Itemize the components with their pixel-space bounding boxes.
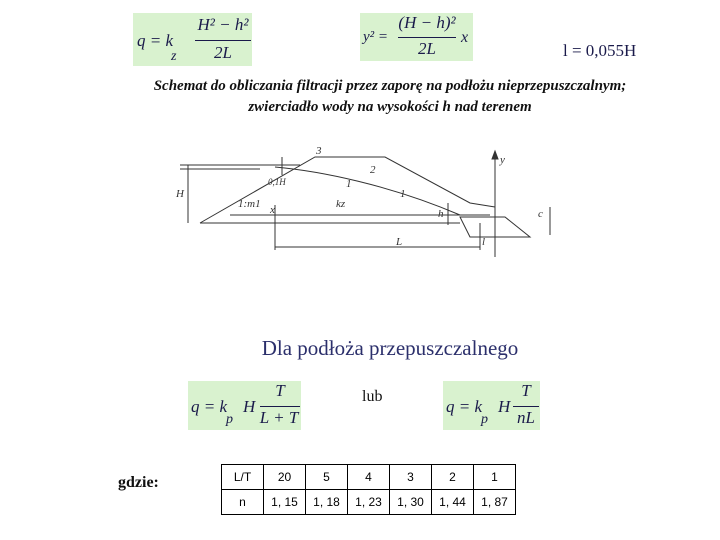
table-cell: 1 (474, 465, 516, 490)
table-cell: 1, 30 (390, 490, 432, 515)
formula-lhs: q = k (446, 397, 483, 416)
label-kz: kz (336, 198, 346, 210)
table-cell: n (222, 490, 264, 515)
formula-numerator: (H − h)² (398, 13, 456, 32)
coefficient-table (221, 464, 516, 515)
formula-numerator: T (275, 381, 285, 400)
table-cell: L/T (222, 465, 264, 490)
label-1b: 1 (400, 188, 406, 200)
formula-sub: z (171, 49, 177, 64)
table-cell: 1, 87 (474, 490, 516, 515)
table-cell: 4 (348, 465, 390, 490)
formula-permeable-2 (443, 381, 540, 430)
formula-lhs: q = k (191, 397, 228, 416)
label-y: y (500, 154, 505, 166)
phreatic-line (275, 167, 460, 215)
or-label: lub (362, 388, 383, 405)
label-L: L (396, 236, 403, 248)
formula-lhs: y² = (363, 29, 389, 45)
diagram-caption-line2: zwierciadło wody na wysokości h nad terenem (248, 99, 532, 115)
table-cell: 5 (306, 465, 348, 490)
table-cell: 1, 23 (348, 490, 390, 515)
fraction-bar (260, 406, 300, 407)
dam-seepage-diagram (170, 145, 560, 265)
section-title-permeable: Dla podłoża przepuszczalnego (261, 336, 519, 360)
table-cell: 1, 15 (264, 490, 306, 515)
formula-rhs: x (461, 29, 469, 46)
formula-denominator: 2L (418, 39, 436, 58)
y-axis-arrow (492, 151, 498, 159)
formula-seepage-impermeable (133, 13, 252, 66)
table-row (222, 490, 516, 515)
label-slope: 1:m1 (238, 198, 261, 210)
table-cell: 1, 18 (306, 490, 348, 515)
diagram-caption-line1: Schemat do obliczania filtracji przez zaporę na podłożu nieprzepuszczalnym; (153, 78, 627, 94)
table-cell: 2 (432, 465, 474, 490)
fraction-bar (195, 40, 251, 41)
formula-sub: p (226, 412, 233, 427)
table-cell: 1, 44 (432, 490, 474, 515)
formula-phreatic-line (360, 13, 473, 61)
formula-numerator: T (521, 381, 531, 400)
formula-length-l: l = 0,055H (563, 41, 637, 60)
label-c: c (538, 208, 543, 220)
formula-sub: p (481, 412, 488, 427)
formula-mid: H (243, 397, 256, 416)
fraction-bar (398, 37, 456, 38)
formula-lhs: q = k (137, 31, 174, 50)
dam-outline (200, 157, 495, 223)
label-1a: 1 (346, 178, 352, 190)
formula-denominator: L + T (259, 408, 299, 427)
label-2: 2 (370, 164, 376, 176)
where-label: gdzie: (118, 474, 159, 491)
formula-permeable-1 (188, 381, 301, 430)
formula-denominator: nL (517, 408, 535, 427)
table-cell: 3 (390, 465, 432, 490)
formula-numerator: H² − h² (197, 15, 249, 34)
formula-mid: H (498, 397, 511, 416)
label-h: h (438, 208, 444, 220)
label-H: H (176, 188, 184, 200)
label-l: l (482, 236, 486, 248)
label-x: x (270, 204, 275, 216)
formula-denominator: 2L (214, 43, 232, 62)
table-cell: 20 (264, 465, 306, 490)
fraction-bar (513, 406, 539, 407)
label-01H: 0,1H (268, 177, 286, 187)
label-3: 3 (316, 145, 322, 157)
table-row (222, 465, 516, 490)
